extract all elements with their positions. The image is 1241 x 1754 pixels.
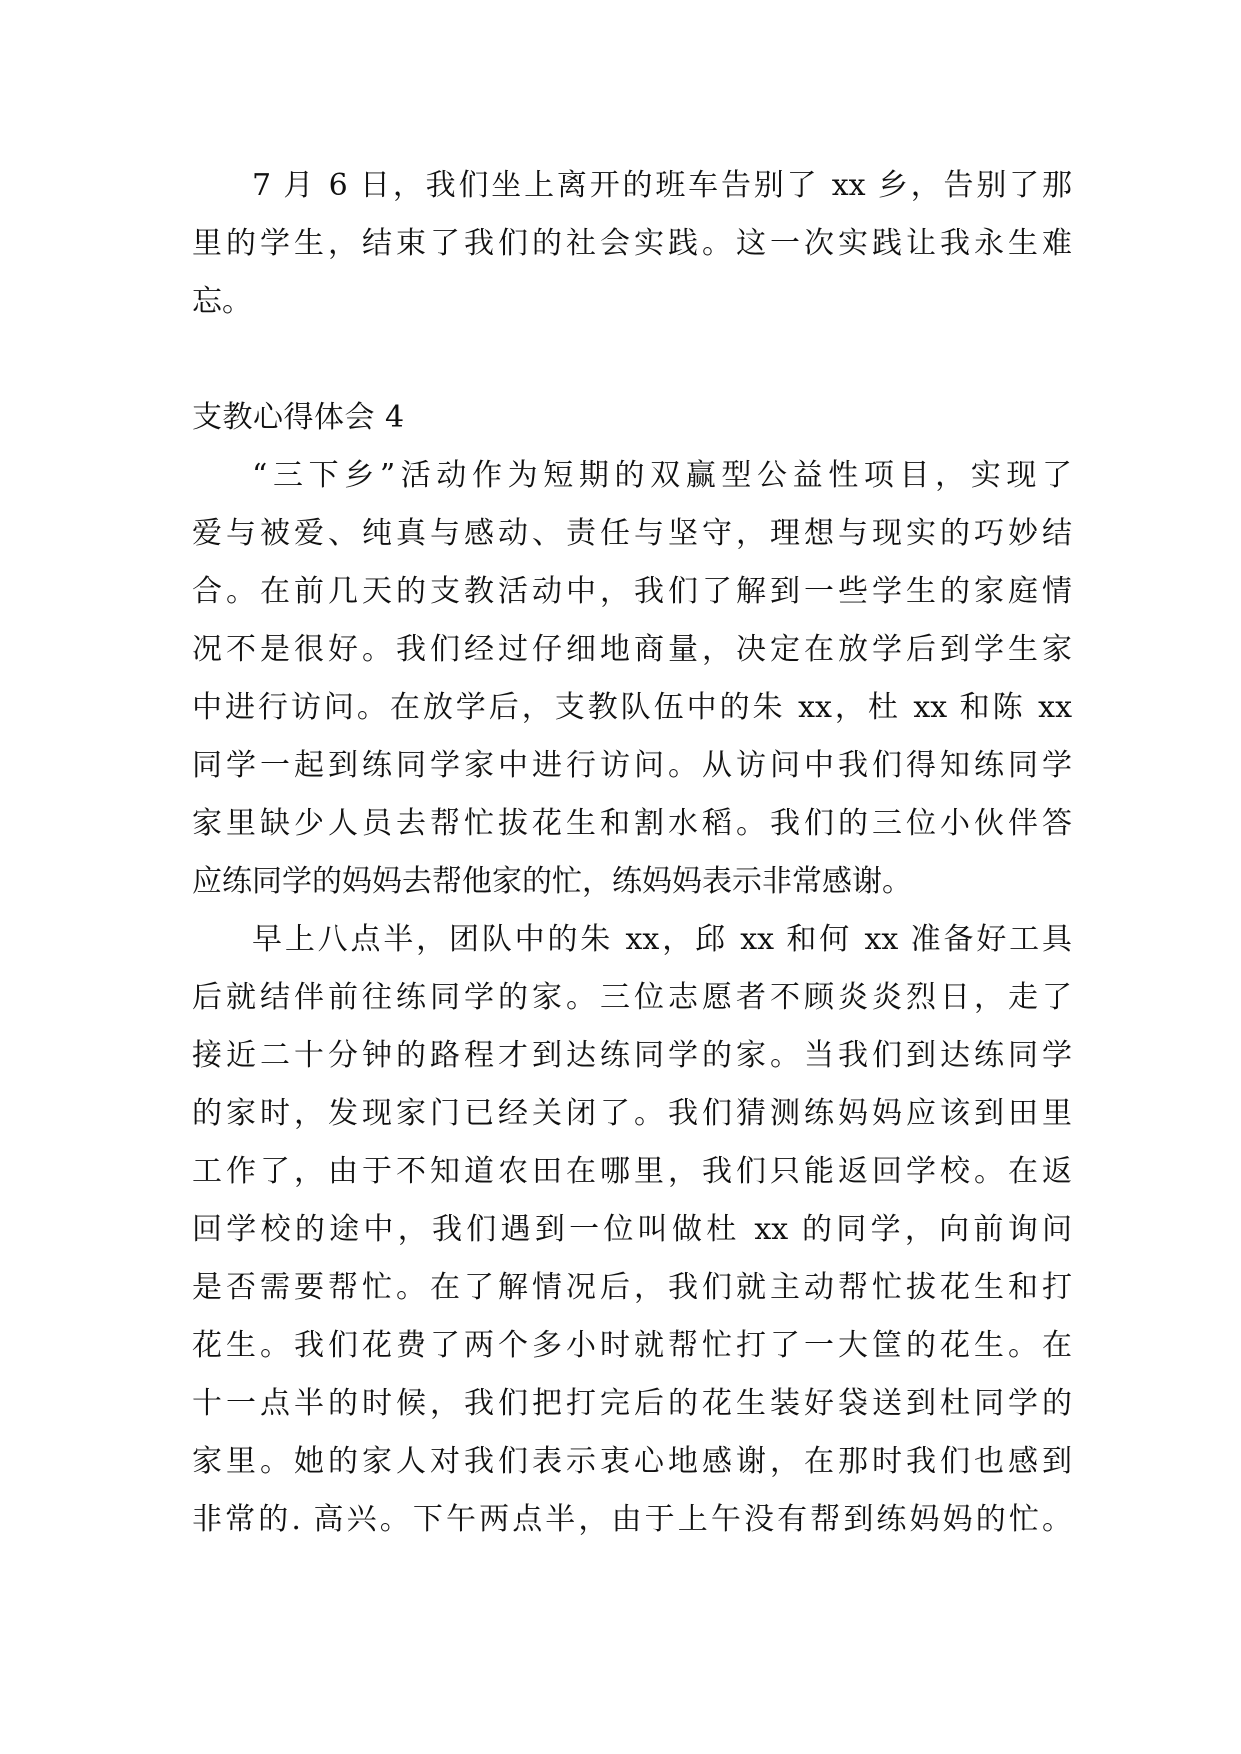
paragraph-3-line-8: 花生。我们花费了两个多小时就帮忙打了一大筐的花生。在: [192, 1328, 1072, 1363]
paragraph-3-line-11: 非常的. 高兴。下午两点半，由于上午没有帮到练妈妈的忙。: [192, 1502, 1072, 1537]
paragraph-2-line-8: 应练同学的妈妈去帮他家的忙，练妈妈表示非常感谢。: [192, 864, 912, 899]
paragraph-2-line-6: 同学一起到练同学家中进行访问。从访问中我们得知练同学: [192, 748, 1072, 783]
paragraph-2-line-7: 家里缺少人员去帮忙拔花生和割水稻。我们的三位小伙伴答: [192, 806, 1072, 841]
paragraph-1-line-3: 忘。: [192, 284, 252, 319]
paragraph-2-line-4: 况不是很好。我们经过仔细地商量，决定在放学后到学生家: [192, 632, 1072, 667]
paragraph-2-line-3: 合。在前几天的支教活动中，我们了解到一些学生的家庭情: [192, 574, 1072, 609]
paragraph-2-line-5: 中进行访问。在放学后，支教队伍中的朱 xx，杜 xx 和陈 xx: [192, 690, 1072, 725]
paragraph-3-line-4: 的家时，发现家门已经关闭了。我们猜测练妈妈应该到田里: [192, 1096, 1072, 1131]
paragraph-2-line-1: “三下乡”活动作为短期的双赢型公益性项目，实现了: [252, 458, 1072, 493]
paragraph-1-line-1: 7 月 6 日，我们坐上离开的班车告别了 xx 乡，告别了那: [252, 168, 1072, 203]
paragraph-3-line-10: 家里。她的家人对我们表示衷心地感谢，在那时我们也感到: [192, 1444, 1072, 1479]
paragraph-3-line-3: 接近二十分钟的路程才到达练同学的家。当我们到达练同学: [192, 1038, 1072, 1073]
paragraph-3-line-7: 是否需要帮忙。在了解情况后，我们就主动帮忙拔花生和打: [192, 1270, 1072, 1305]
paragraph-3-line-1: 早上八点半，团队中的朱 xx，邱 xx 和何 xx 准备好工具: [252, 922, 1072, 957]
paragraph-3-line-2: 后就结伴前往练同学的家。三位志愿者不顾炎炎烈日，走了: [192, 980, 1072, 1015]
paragraph-1-line-2: 里的学生，结束了我们的社会实践。这一次实践让我永生难: [192, 226, 1072, 261]
section-heading: 支教心得体会 4: [192, 400, 405, 435]
paragraph-3-line-9: 十一点半的时候，我们把打完后的花生装好袋送到杜同学的: [192, 1386, 1072, 1421]
paragraph-3-line-6: 回学校的途中，我们遇到一位叫做杜 xx 的同学，向前询问: [192, 1212, 1072, 1247]
paragraph-2-line-2: 爱与被爱、纯真与感动、责任与坚守，理想与现实的巧妙结: [192, 516, 1072, 551]
paragraph-3-line-5: 工作了，由于不知道农田在哪里，我们只能返回学校。在返: [192, 1154, 1072, 1189]
